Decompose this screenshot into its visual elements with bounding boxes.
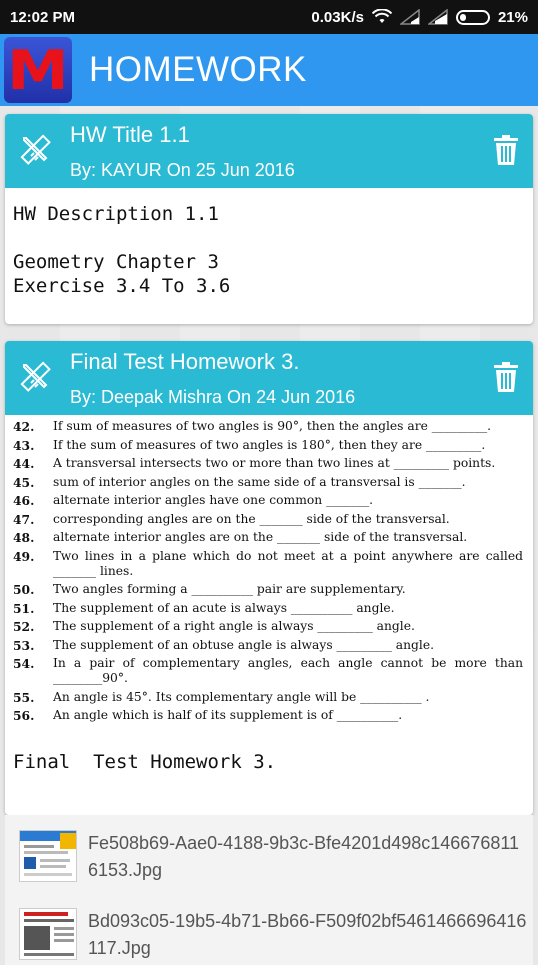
question-item [13,656,523,686]
signal-icon [400,9,420,25]
question-item [13,456,523,471]
battery-icon [456,10,490,25]
question-number: 53. [13,637,35,653]
question-text: If sum of measures of two angles is 90°, then the angles are _________. [53,419,492,433]
pencil-ruler-icon [18,132,54,168]
question-text: sum of interior angles on the same side of a transversal is _______. [53,474,466,489]
question-item [13,512,523,527]
question-number: 52. [13,619,35,634]
homework-description: HW Description 1.1 Geometry Chapter 3 Exercise 3.4 To 3.6 [13,203,231,297]
question-text: The supplement of an obtuse angle is always _________ angle. [53,637,435,652]
question-number: 44. [13,456,35,471]
app-logo [4,37,72,103]
question-item [13,493,523,508]
worksheet-image [5,415,533,723]
card-header [5,341,533,415]
signal-icon-2 [428,9,448,25]
question-item [13,438,523,453]
attachment-thumbnail[interactable] [19,908,77,960]
question-text: Two angles forming a __________ pair are supplementary. [53,582,406,596]
question-number: 43. [13,437,35,453]
attachment-item[interactable] [19,908,528,962]
card-author-date: By: Deepak Mishra On 24 Jun 2016 [70,387,356,407]
trash-icon[interactable] [493,361,519,393]
question-text: An angle is 45°. Its complementary angle will be __________ . [53,689,430,704]
homework-description: Final Test Homework 3. [13,750,277,773]
question-item [13,619,523,634]
card-author-date: By: KAYUR On 25 Jun 2016 [70,160,295,180]
question-number: 48. [13,530,35,545]
question-number: 56. [13,708,35,723]
status-time: 12:02 PM [10,8,76,26]
logo-letter: M [7,38,69,102]
question-text: An angle which is half of its supplement is of __________. [53,708,403,722]
question-number: 50. [13,582,35,597]
question-number: 55. [13,689,35,705]
question-text: If the sum of measures of two angles is 180°, then they are _________. [53,437,486,452]
question-text: A transversal intersects two or more than two lines at _________ points. [53,456,496,470]
wifi-icon [372,9,392,25]
attachments-list [5,815,533,965]
question-text: In a pair of complementary angles, each angle cannot be more than ________90°. [53,656,523,685]
question-text: Two lines in a plane which do not meet at a point anywhere are called _______ lines. [53,548,523,578]
card-title: Final Test Homework 3. [70,349,300,374]
question-number: 45. [13,474,35,490]
question-item [13,601,523,616]
card-title: HW Title 1.1 [70,122,190,147]
question-item [13,475,523,490]
app-title: HOMEWORK [89,50,307,89]
battery-percent: 21% [497,8,528,26]
homework-card-2[interactable] [5,341,533,815]
question-item [13,638,523,653]
question-text: alternate interior angles are on the _______ side of the transversal. [53,530,468,544]
question-text: The supplement of a right angle is always _________ angle. [53,619,415,633]
question-text: The supplement of an acute is always __________ angle. [53,600,395,615]
network-speed: 0.03K/s [311,8,364,26]
question-item [13,690,523,705]
question-item [13,530,523,545]
status-bar [0,0,538,34]
question-item [13,419,523,434]
attachment-item[interactable] [19,830,528,884]
question-number: 42. [13,419,35,434]
question-number: 49. [13,548,35,564]
trash-icon[interactable] [493,134,519,166]
question-text: corresponding angles are on the _______ side of the transversal. [53,511,450,526]
question-number: 46. [13,493,35,508]
question-number: 54. [13,656,35,671]
attachment-filename[interactable]: Bd093c05-19b5-4b71-Bb66-F509f02bf5461466696416117.Jpg [88,911,527,958]
pencil-ruler-icon [18,359,54,395]
question-item [13,708,523,723]
question-number: 47. [13,511,35,527]
question-number: 51. [13,600,35,616]
attachment-thumbnail[interactable] [19,830,77,882]
app-bar [0,34,538,106]
attachment-filename[interactable]: Fe508b69-Aae0-4188-9b3c-Bfe4201d498c1466768116153.Jpg [88,833,520,880]
card-header [5,114,533,188]
homework-card-1[interactable] [5,114,533,324]
question-item [13,549,523,579]
question-item [13,582,523,597]
question-text: alternate interior angles have one common _______. [53,493,374,507]
